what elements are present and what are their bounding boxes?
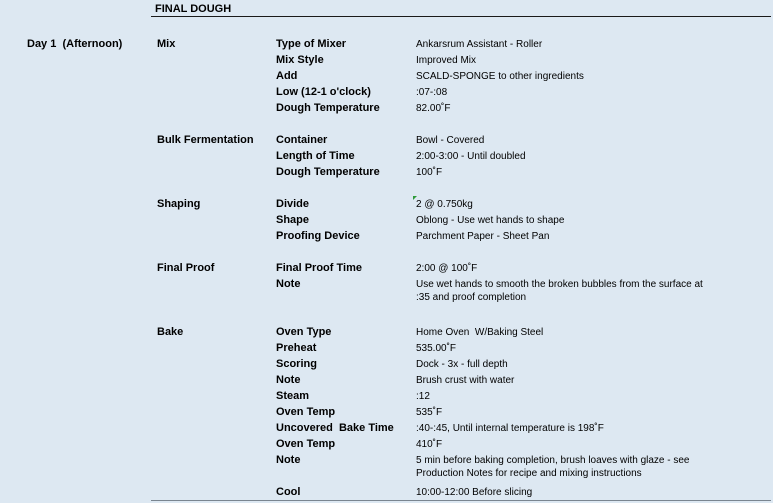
row-value: :12: [416, 391, 430, 402]
row-value: Oblong - Use wet hands to shape: [416, 215, 565, 226]
row-label: Dough Temperature: [276, 166, 380, 178]
row-label: Container: [276, 134, 328, 146]
row-value: 535˚F: [416, 407, 443, 418]
row-label: Note: [276, 454, 301, 466]
bottom-divider: [151, 500, 771, 501]
row-label: Length of Time: [276, 150, 355, 162]
row-value: 2:00-3:00 - Until doubled: [416, 151, 526, 162]
row-value: Bowl - Covered: [416, 135, 485, 146]
row-label: Cool: [276, 486, 301, 498]
row-value: Improved Mix: [416, 55, 477, 66]
section-bake: Bake: [157, 326, 184, 338]
row-value: SCALD-SPONGE to other ingredients: [416, 71, 584, 82]
row-value: 410˚F: [416, 439, 443, 450]
row-value: Dock - 3x - full depth: [416, 359, 508, 370]
row-label: Type of Mixer: [276, 38, 347, 50]
row-value: :40-:45, Until internal temperature is 198˚F: [416, 423, 604, 434]
row-value: Use wet hands to smooth the broken bubbles from the surface at :35 and proof completion: [416, 279, 703, 303]
row-value: 2:00 @ 100˚F: [416, 263, 478, 274]
row-value: 82.00˚F: [416, 103, 451, 114]
row-label: Dough Temperature: [276, 102, 380, 114]
row-value: Home Oven W/Baking Steel: [416, 327, 544, 338]
row-value: :07-:08: [416, 87, 448, 98]
row-label: Note: [276, 278, 301, 290]
row-value: Parchment Paper - Sheet Pan: [416, 231, 550, 242]
row-label: Proofing Device: [276, 230, 360, 242]
section-mix: Mix: [157, 38, 176, 50]
row-value: Brush crust with water: [416, 375, 515, 386]
row-label: Preheat: [276, 342, 317, 354]
row-label: Steam: [276, 390, 310, 402]
row-label: Mix Style: [276, 54, 324, 66]
row-value: 535.00˚F: [416, 343, 457, 354]
row-value: 2 @ 0.750kg: [416, 199, 473, 210]
section-shaping: Shaping: [157, 198, 201, 210]
section-bulk-fermentation: Bulk Fermentation: [157, 134, 254, 146]
row-value: 10:00-12:00 Before slicing: [416, 487, 533, 498]
row-label: Divide: [276, 198, 310, 210]
row-value: 5 min before baking completion, brush loaves with glaze - see Production Notes for recipe and mixing instructions: [416, 455, 690, 479]
sheet-title: FINAL DOUGH: [155, 3, 232, 15]
row-label: Oven Type: [276, 326, 332, 338]
row-label: Add: [276, 70, 298, 82]
day-label: Day 1 (Afternoon): [27, 38, 123, 50]
row-label: Low (12-1 o'clock): [276, 86, 371, 98]
row-label: Final Proof Time: [276, 262, 362, 274]
title-underline: [151, 16, 771, 17]
section-final-proof: Final Proof: [157, 262, 215, 274]
row-label: Scoring: [276, 358, 317, 370]
row-label: Oven Temp: [276, 406, 336, 418]
row-value: 100˚F: [416, 167, 443, 178]
row-label: Oven Temp: [276, 438, 336, 450]
row-label: Shape: [276, 214, 310, 226]
row-value: Ankarsrum Assistant - Roller: [416, 39, 543, 50]
row-label: Note: [276, 374, 301, 386]
row-label: Uncovered Bake Time: [276, 422, 394, 434]
